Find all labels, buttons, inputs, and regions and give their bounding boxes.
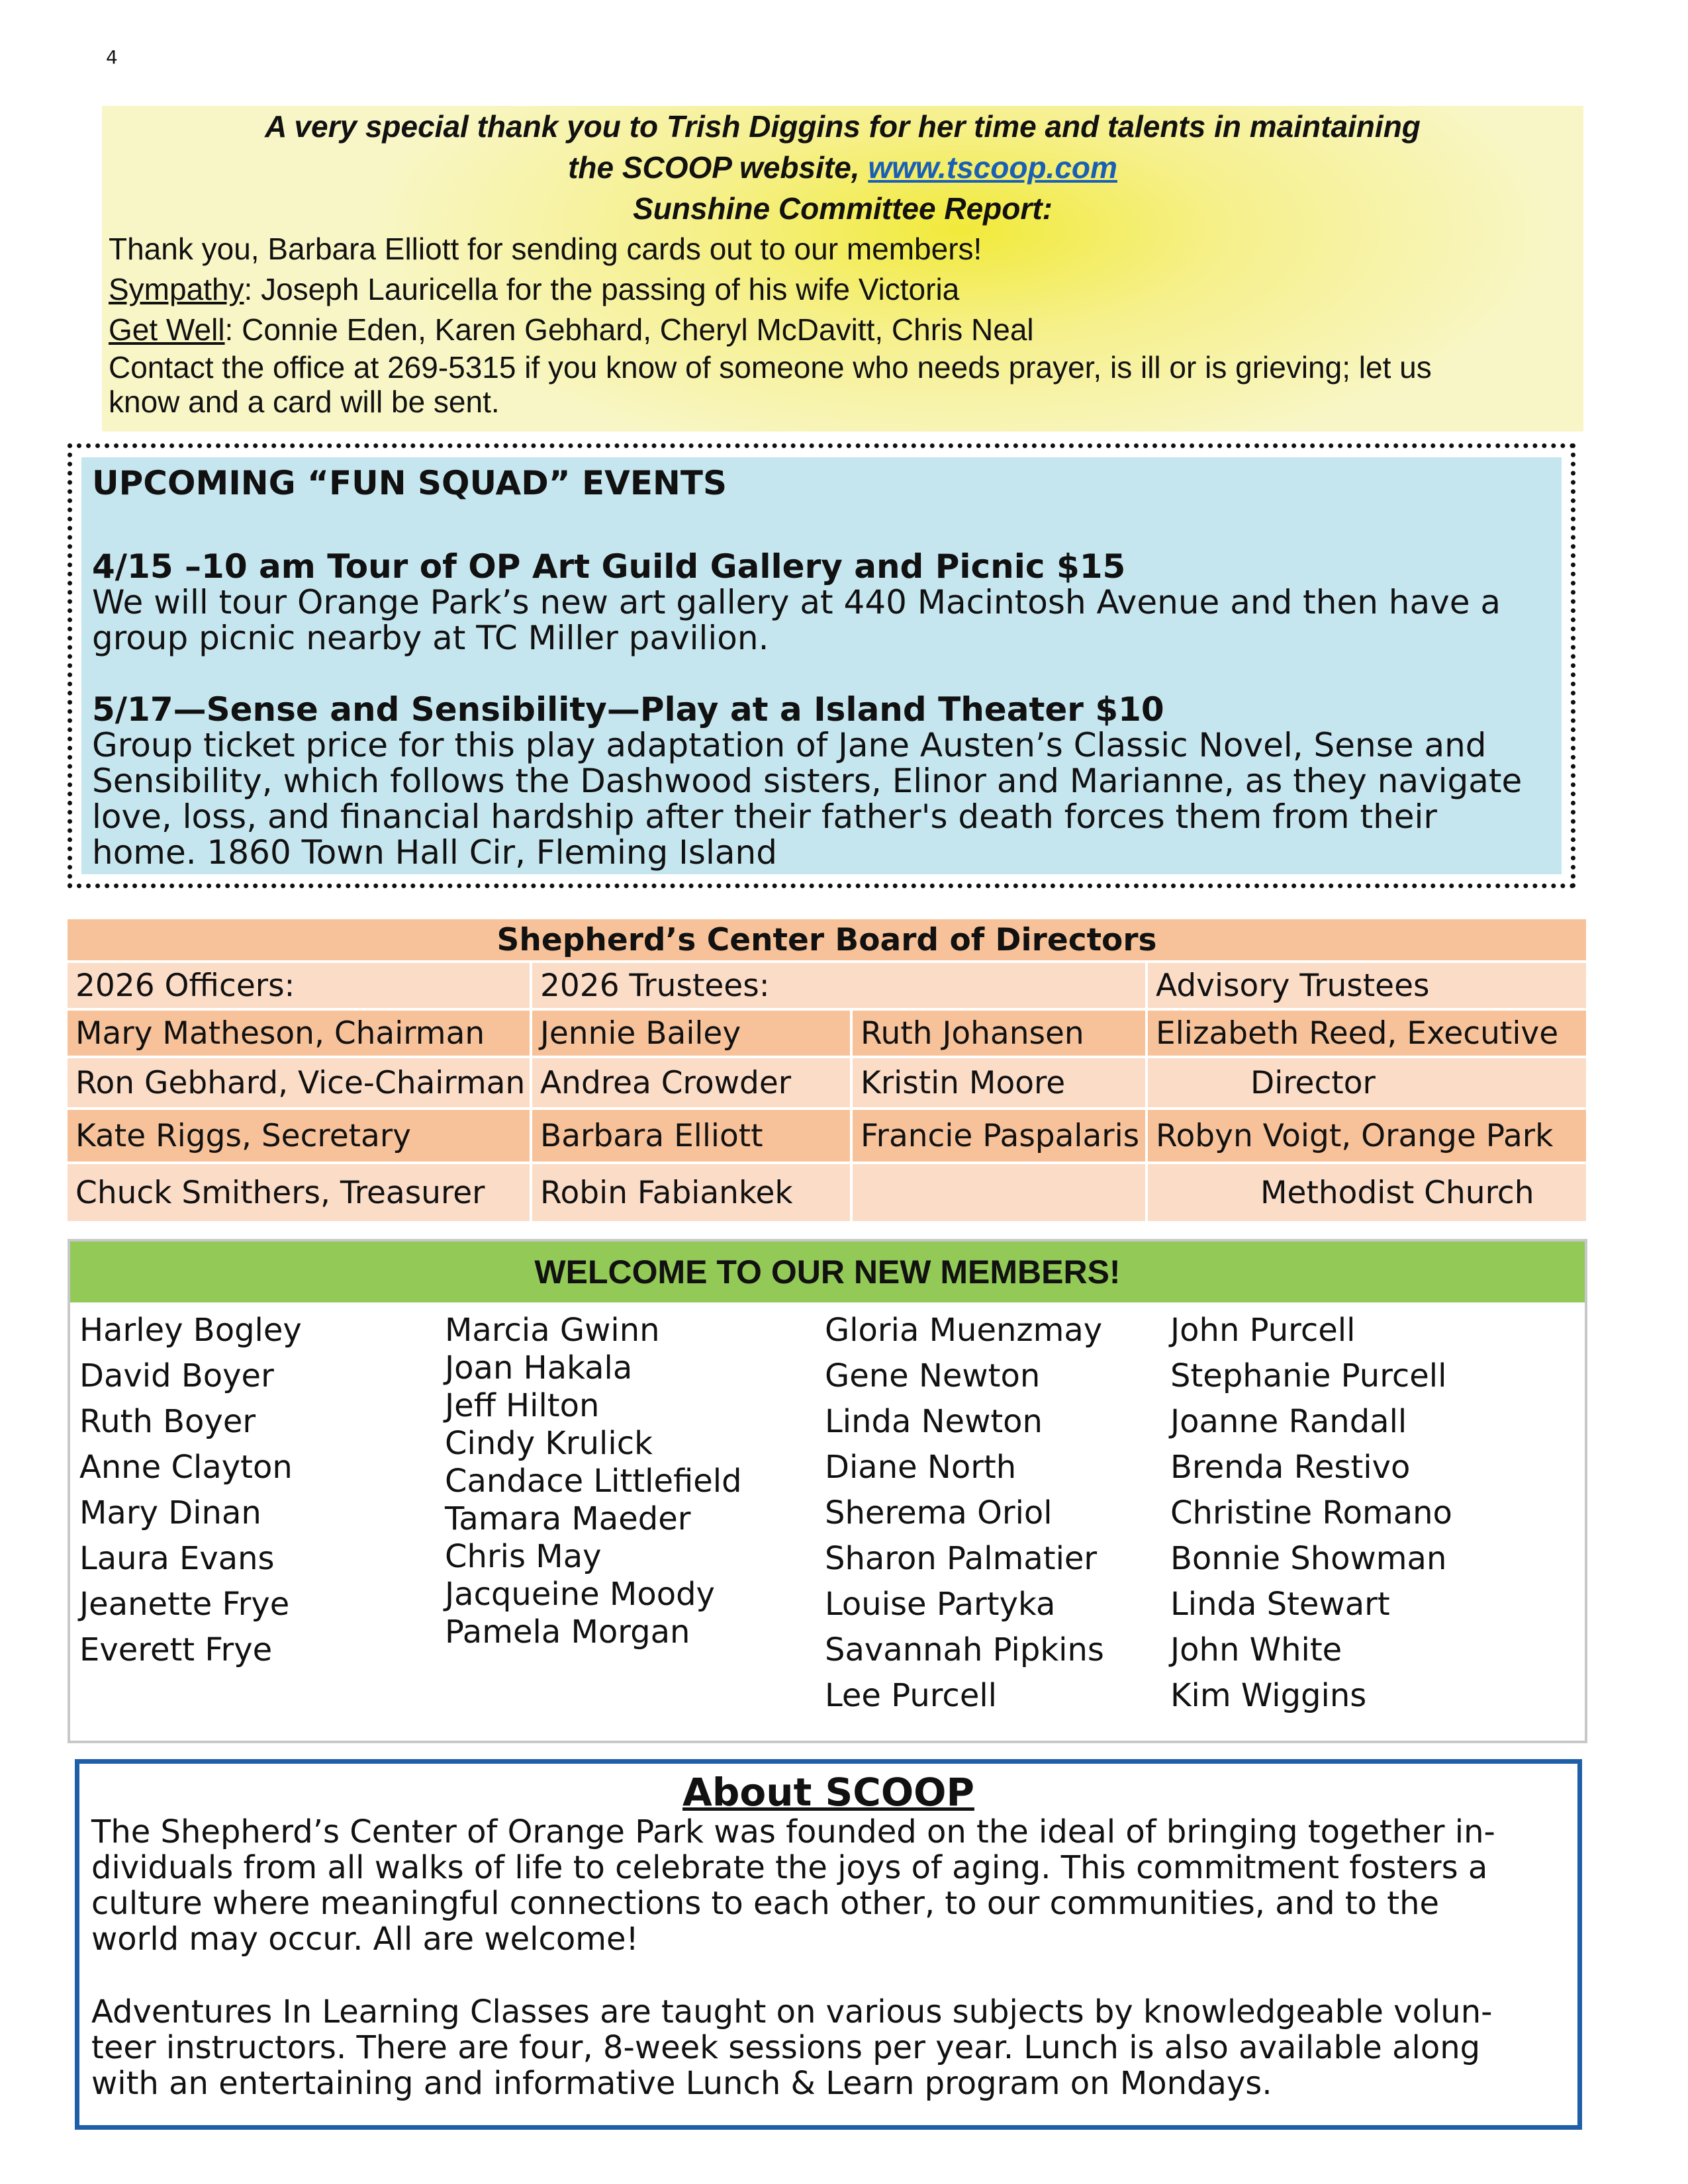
about-line: world may occur. All are welcome! [91, 1921, 639, 1958]
board-cell: Elizabeth Reed, Executive [1147, 1009, 1587, 1057]
member-name: Diane North [825, 1449, 1017, 1486]
member-name: Lee Purcell [825, 1677, 998, 1714]
board-cell: Methodist Church [1147, 1163, 1587, 1222]
sympathy-line [102, 269, 1583, 310]
event-title: 5/17—Sense and Sensibility—Play at a Island Theater $10 [92, 690, 1164, 729]
member-name: Tamara Maeder [445, 1500, 691, 1537]
sympathy-label: Sympathy [109, 272, 244, 306]
member-name: Sherema Oriol [825, 1494, 1053, 1531]
event-text-line: love, loss, and financial hardship after their father's death forces them from their [92, 797, 1437, 836]
members-column-4 [1170, 1308, 1452, 1719]
advisory-header: Advisory Trustees [1147, 962, 1587, 1009]
about-line: dividuals from all walks of life to celebrate the joys of aging. This commitment fosters a [91, 1849, 1488, 1886]
officers-header: 2026 Officers: [66, 962, 531, 1009]
member-name: Mary Dinan [79, 1494, 261, 1531]
board-title: Shepherd’s Center Board of Directors [66, 918, 1587, 962]
event-text-line: home. 1860 Town Hall Cir, Fleming Island [92, 833, 777, 872]
board-cell: Ruth Johansen [851, 1009, 1147, 1057]
members-column-2 [445, 1312, 742, 1651]
event-text-line: Group ticket price for this play adaptation of Jane Austen’s Classic Novel, Sense and [92, 726, 1487, 764]
about-line: Adventures In Learning Classes are taught on various subjects by knowledgeable volun- [91, 1993, 1493, 2030]
members-column-3 [825, 1308, 1104, 1719]
board-cell: Kate Riggs, Secretary [66, 1109, 531, 1163]
cards-line: Thank you, Barbara Elliott for sending cards out to our members! [109, 232, 982, 266]
member-name: Joan Hakala [445, 1349, 633, 1387]
board-cell: Mary Matheson, Chairman [66, 1009, 531, 1057]
member-name: John White [1170, 1631, 1342, 1668]
about-line: with an entertaining and informative Lunch & Learn program on Mondays. [91, 2065, 1272, 2102]
member-name: Gloria Muenzmay [825, 1312, 1103, 1349]
member-name: Ruth Boyer [79, 1403, 256, 1440]
member-name: Bonnie Showman [1170, 1540, 1447, 1577]
member-name: Cindy Krulick [445, 1425, 653, 1462]
member-name: Laura Evans [79, 1540, 275, 1577]
contact-line-2: know and a card will be sent. [109, 385, 500, 419]
thanks-line-1: A very special thank you to Trish Diggins for her time and talents in maintaining [265, 109, 1421, 144]
event-title: 4/15 –10 am Tour of OP Art Guild Gallery and Picnic $15 [92, 547, 1126, 586]
board-cell: Robin Fabiankek [531, 1163, 851, 1222]
about-line: teer instructors. There are four, 8-week sessions per year. Lunch is also available along [91, 2029, 1481, 2066]
fun-squad-content [81, 457, 1562, 874]
member-name: Marcia Gwinn [445, 1312, 660, 1349]
member-name: Brenda Restivo [1170, 1449, 1411, 1486]
board-cell: Director [1147, 1057, 1587, 1109]
trustees-header: 2026 Trustees: [531, 962, 1147, 1009]
member-name: David Boyer [79, 1357, 274, 1394]
getwell-line [102, 310, 1583, 350]
member-name: Candace Littlefield [445, 1463, 742, 1500]
board-cell: Ron Gebhard, Vice-Chairman [66, 1057, 531, 1109]
welcome-banner: WELCOME TO OUR NEW MEMBERS! [70, 1242, 1585, 1302]
member-name: Linda Stewart [1170, 1586, 1390, 1623]
website-link[interactable]: www.tscoop.com [868, 150, 1117, 185]
event-text-line: We will tour Orange Park’s new art gallery at 440 Macintosh Avenue and then have a [92, 583, 1501, 621]
member-name: Sharon Palmatier [825, 1540, 1098, 1577]
board-cell: Francie Paspalaris [851, 1109, 1147, 1163]
member-name: Anne Clayton [79, 1449, 293, 1486]
member-name: Chris May [445, 1538, 602, 1575]
page-number: 4 [106, 46, 118, 68]
member-name: Louise Partyka [825, 1586, 1056, 1623]
member-name: Joanne Randall [1170, 1403, 1407, 1440]
welcome-box [68, 1239, 1587, 1743]
board-cell: Robyn Voigt, Orange Park [1147, 1109, 1587, 1163]
member-name: Savannah Pipkins [825, 1631, 1104, 1668]
fun-squad-title: UPCOMING “FUN SQUAD” EVENTS [92, 464, 727, 502]
member-name: Jacqueine Moody [445, 1576, 715, 1613]
event-text-line: Sensibility, which follows the Dashwood sisters, Elinor and Marianne, as they navigate [92, 762, 1523, 800]
board-cell: Barbara Elliott [531, 1109, 851, 1163]
thanks-line-2 [102, 147, 1583, 188]
members-column-1 [79, 1308, 302, 1673]
sunshine-box [102, 106, 1583, 432]
sympathy-text: : Joseph Lauricella for the passing of his wife Victoria [244, 272, 960, 306]
board-cell [851, 1163, 1147, 1222]
about-box [75, 1759, 1582, 2130]
board-cell: Andrea Crowder [531, 1057, 851, 1109]
getwell-label: Get Well [109, 312, 225, 347]
event-text-line: group picnic nearby at TC Miller pavilion. [92, 619, 769, 657]
sunshine-report-title: Sunshine Committee Report: [633, 191, 1053, 226]
thanks-prefix: the SCOOP website, [568, 150, 868, 185]
member-name: Christine Romano [1170, 1494, 1452, 1531]
member-name: Pamela Morgan [445, 1614, 690, 1651]
fun-squad-box [68, 443, 1575, 888]
board-table [65, 917, 1589, 1224]
contact-line-1: Contact the office at 269-5315 if you know of someone who needs prayer, is ill or is grieving; let us [109, 350, 1432, 385]
member-name: Everett Frye [79, 1631, 273, 1668]
about-line: The Shepherd’s Center of Orange Park was founded on the ideal of bringing together in- [91, 1813, 1495, 1850]
member-name: Harley Bogley [79, 1312, 302, 1349]
about-title: About SCOOP [682, 1770, 974, 1815]
getwell-text: : Connie Eden, Karen Gebhard, Cheryl McDavitt, Chris Neal [224, 312, 1034, 347]
board-cell: Kristin Moore [851, 1057, 1147, 1109]
member-name: Kim Wiggins [1170, 1677, 1367, 1714]
member-name: John Purcell [1170, 1312, 1356, 1349]
about-line: culture where meaningful connections to each other, to our communities, and to the [91, 1885, 1440, 1922]
member-name: Stephanie Purcell [1170, 1357, 1447, 1394]
member-name: Jeanette Frye [79, 1586, 290, 1623]
board-cell: Jennie Bailey [531, 1009, 851, 1057]
member-name: Jeff Hilton [445, 1387, 600, 1424]
member-name: Gene Newton [825, 1357, 1041, 1394]
board-cell: Chuck Smithers, Treasurer [66, 1163, 531, 1222]
member-name: Linda Newton [825, 1403, 1043, 1440]
